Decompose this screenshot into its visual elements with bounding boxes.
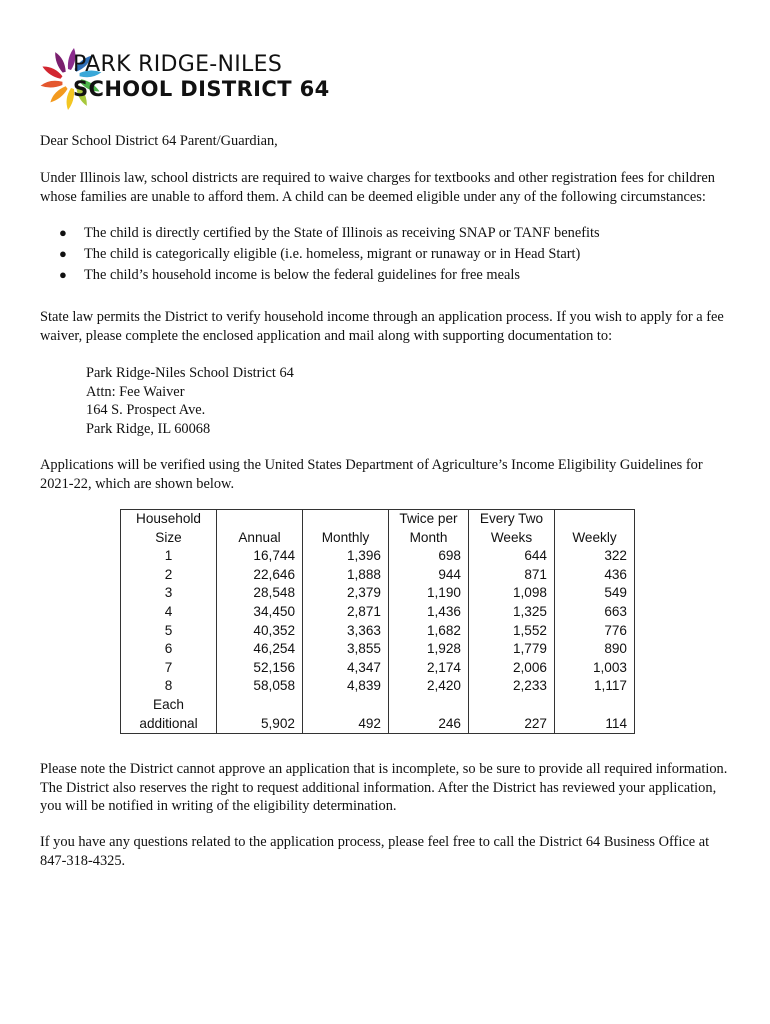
- table-cell: 28,548: [217, 584, 303, 603]
- table-cell: 5,902: [217, 696, 303, 734]
- table-cell: 1,436: [389, 603, 469, 622]
- table-cell: 2,379: [303, 584, 389, 603]
- state-law-paragraph: State law permits the District to verify household income through an application process. If you wish to apply for a fee waiver, please complete the enclosed application and mail along with supporting documentation to:: [40, 309, 724, 344]
- table-cell: 1,928: [389, 640, 469, 659]
- address-line: 164 S. Prospect Ave.: [86, 402, 206, 418]
- bullet-icon: ●: [59, 225, 67, 240]
- applications-paragraph: Applications will be verified using the United States Department of Agriculture’s Income Eligibility Guidelines for 2021-22, which are shown below.: [40, 457, 703, 492]
- table-cell: 6: [121, 640, 217, 659]
- list-item-text: The child is categorically eligible (i.e. homeless, migrant or runaway or in Head Start): [84, 246, 581, 262]
- table-header-row: [121, 510, 635, 548]
- table-row: [121, 603, 635, 622]
- mailing-address: [86, 364, 294, 438]
- header-weekly: Weekly: [555, 510, 635, 548]
- header-every-two-weeks: Every Two Weeks: [469, 510, 555, 548]
- address-line: Attn: Fee Waiver: [86, 383, 185, 400]
- questions-paragraph: If you have any questions related to the application process, please feel free to call the District 64 Business Office at 847-318-4325.: [40, 834, 710, 869]
- table-cell: 3,363: [303, 622, 389, 641]
- table-cell: 227: [469, 696, 555, 734]
- header-twice-per-month: Twice per Month: [389, 510, 469, 548]
- table-cell: 698: [389, 547, 469, 566]
- table-cell: 492: [303, 696, 389, 734]
- table-cell: 2,174: [389, 659, 469, 678]
- table-cell: 1,003: [555, 659, 635, 678]
- table-cell: 4,347: [303, 659, 389, 678]
- table-cell: 1,682: [389, 622, 469, 641]
- table-cell: 644: [469, 547, 555, 566]
- table-row: [121, 640, 635, 659]
- bullet-icon: ●: [59, 267, 67, 282]
- table-row: [121, 622, 635, 641]
- table-cell: Each additional: [121, 696, 217, 734]
- table-cell: 34,450: [217, 603, 303, 622]
- table-cell: 1,888: [303, 566, 389, 585]
- table-cell: 1,396: [303, 547, 389, 566]
- table-cell: 1,098: [469, 584, 555, 603]
- table-cell: 3,855: [303, 640, 389, 659]
- table-cell: 246: [389, 696, 469, 734]
- logo-text-line1: PARK RIDGE-NILES: [73, 52, 283, 77]
- header-household-size: Household Size: [121, 510, 217, 548]
- table-cell: 52,156: [217, 659, 303, 678]
- table-cell: 8: [121, 677, 217, 696]
- table-cell: 1,325: [469, 603, 555, 622]
- table-cell: 1,190: [389, 584, 469, 603]
- table-cell: 1,779: [469, 640, 555, 659]
- table-cell: 3: [121, 584, 217, 603]
- table-row: [121, 566, 635, 585]
- table-cell: 549: [555, 584, 635, 603]
- table-cell: 46,254: [217, 640, 303, 659]
- table-cell: 871: [469, 566, 555, 585]
- table-row-each-additional: [121, 696, 635, 734]
- list-item: [56, 245, 736, 266]
- header-monthly: Monthly: [303, 510, 389, 548]
- table-cell: 58,058: [217, 677, 303, 696]
- table-cell: 4: [121, 603, 217, 622]
- table-cell: 890: [555, 640, 635, 659]
- table-cell: 7: [121, 659, 217, 678]
- address-line: Park Ridge-Niles School District 64: [86, 365, 294, 381]
- table-row: [121, 584, 635, 603]
- note-paragraph: Please note the District cannot approve an application that is incomplete, so be sure to provide all required information. The District also reserves the right to request additional information. After the District has reviewed your application, you will be notified in writing of the eligibility determination.: [40, 761, 728, 814]
- intro-paragraph: Under Illinois law, school districts are required to waive charges for textbooks and other registration fees for children whose families are unable to afford them. A child can be deemed eligible under any of the following circumstances:: [40, 170, 715, 205]
- table-row: [121, 677, 635, 696]
- header-annual: Annual: [217, 510, 303, 548]
- table-cell: 2,871: [303, 603, 389, 622]
- table-cell: 1: [121, 547, 217, 566]
- list-item: [56, 224, 736, 245]
- table-cell: 1,552: [469, 622, 555, 641]
- logo-text-line2: SCHOOL DISTRICT 64: [73, 77, 330, 101]
- list-item-text: The child’s household income is below the federal guidelines for free meals: [84, 267, 520, 283]
- table-cell: 2: [121, 566, 217, 585]
- table-row: [121, 659, 635, 678]
- table-cell: 2,006: [469, 659, 555, 678]
- table-cell: 2,233: [469, 677, 555, 696]
- table-cell: 4,839: [303, 677, 389, 696]
- table-cell: 40,352: [217, 622, 303, 641]
- greeting: Dear School District 64 Parent/Guardian,: [40, 133, 278, 149]
- table-cell: 436: [555, 566, 635, 585]
- table-row: [121, 547, 635, 566]
- income-guidelines-table: [120, 509, 635, 734]
- table-cell: 663: [555, 603, 635, 622]
- table-cell: 5: [121, 622, 217, 641]
- table-cell: 2,420: [389, 677, 469, 696]
- address-line: Park Ridge, IL 60068: [86, 420, 211, 437]
- table-cell: 1,117: [555, 677, 635, 696]
- bullet-icon: ●: [59, 246, 67, 261]
- table-cell: 114: [555, 696, 635, 734]
- table-cell: 16,744: [217, 547, 303, 566]
- eligibility-list: [56, 224, 736, 287]
- table-cell: 776: [555, 622, 635, 641]
- table-cell: 22,646: [217, 566, 303, 585]
- table-cell: 322: [555, 547, 635, 566]
- list-item: [56, 266, 736, 287]
- table-cell: 944: [389, 566, 469, 585]
- list-item-text: The child is directly certified by the State of Illinois as receiving SNAP or TANF benefits: [84, 225, 600, 241]
